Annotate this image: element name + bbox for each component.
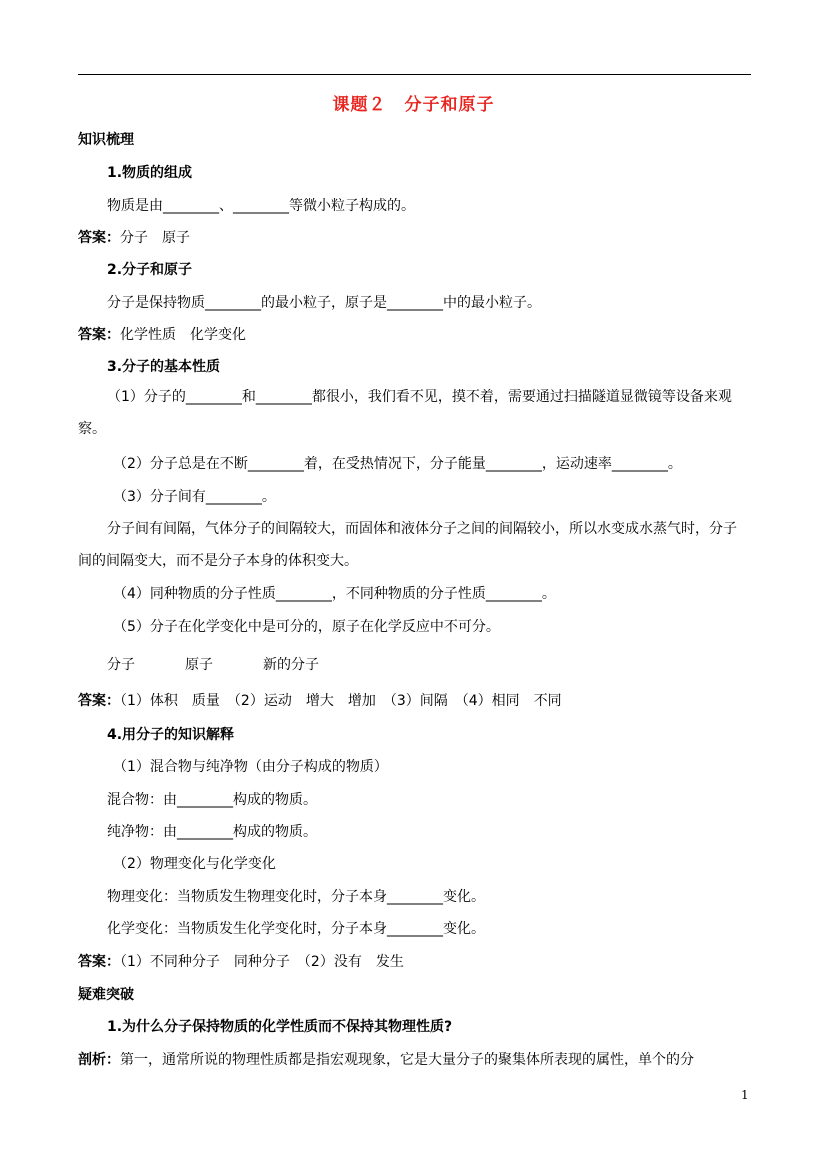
answer-label: 答案： <box>78 693 120 709</box>
paragraph-3-note: 分子间有间隔，气体分子的间隔较大，而固体和液体分子之间的间隔较小，所以水变成水蒸气时，分子间的间隔变大，而不是分子本身的体积变大。 <box>78 521 737 569</box>
answer-text: （1）不同种分子 同种分子 （2）没有 发生 <box>120 954 404 970</box>
page-number: 1 <box>741 1088 749 1102</box>
answer-label: 答案： <box>78 327 120 343</box>
paragraph-4-4: （2）物理变化与化学变化 <box>113 856 276 872</box>
paragraph-3-4: （4）同种物质的分子性质________，不同种物质的分子性质________。 <box>113 586 556 602</box>
paragraph-3-1: （1）分子的________和________都很小，我们看不见，摸不着，需要通过扫描隧道显微镜等设备来观察。 <box>78 389 732 437</box>
analysis-1 <box>78 1051 694 1069</box>
paragraph-3-2: （2）分子总是在不断________着，在受热情况下，分子能量________，运动速率________。 <box>113 456 682 472</box>
answer-text: （1）体积 质量 （2）运动 增大 增加 （3）间隔 （4）相同 不同 <box>120 693 562 709</box>
paragraph-4-1: （1）混合物与纯净物（由分子构成的物质） <box>113 759 388 775</box>
answer-1 <box>78 229 190 247</box>
paragraph-4-2: 混合物：由________构成的物质。 <box>107 792 317 808</box>
analysis-label: 剖析： <box>78 1052 120 1068</box>
section-heading-difficulties: 疑难突破 <box>78 987 134 1003</box>
answer-label: 答案： <box>78 954 120 970</box>
diagram-label-new-molecule: 新的分子 <box>263 657 319 673</box>
diagram-label-atom: 原子 <box>185 657 213 673</box>
section-heading-knowledge: 知识梳理 <box>78 132 134 148</box>
answer-text: 分子 原子 <box>120 230 190 246</box>
paragraph-3-3: （3）分子间有________。 <box>113 489 276 505</box>
diagram-label-molecule: 分子 <box>107 657 135 673</box>
heading-2: 2.分子和原子 <box>107 262 193 278</box>
diagram-row <box>107 656 319 674</box>
answer-text: 化学性质 化学变化 <box>120 327 246 343</box>
heading-3: 3.分子的基本性质 <box>107 359 221 375</box>
answer-label: 答案： <box>78 230 120 246</box>
paragraph-4-6: 化学变化：当物质发生化学变化时，分子本身________变化。 <box>107 921 485 937</box>
heading-4: 4.用分子的知识解释 <box>107 727 235 743</box>
paragraph-1: 物质是由________、________等微小粒子构成的。 <box>107 198 415 214</box>
answer-2 <box>78 326 246 344</box>
paragraph-2: 分子是保持物质________的最小粒子，原子是________中的最小粒子。 <box>107 295 541 311</box>
heading-1: 1.物质的组成 <box>107 165 193 181</box>
page-title: 课题２ 分子和原子 <box>332 95 495 115</box>
question-1: 1.为什么分子保持物质的化学性质而不保持其物理性质? <box>107 1019 453 1035</box>
analysis-text: 第一，通常所说的物理性质都是指宏观现象，它是大量分子的聚集体所表现的属性，单个的分 <box>120 1052 694 1068</box>
paragraph-4-5: 物理变化：当物质发生物理变化时，分子本身________变化。 <box>107 889 485 905</box>
answer-3 <box>78 692 562 710</box>
answer-4 <box>78 953 404 971</box>
paragraph-4-3: 纯净物：由________构成的物质。 <box>107 824 317 840</box>
paragraph-3-5: （5）分子在化学变化中是可分的，原子在化学反应中不可分。 <box>113 619 500 635</box>
header-rule <box>78 74 751 75</box>
